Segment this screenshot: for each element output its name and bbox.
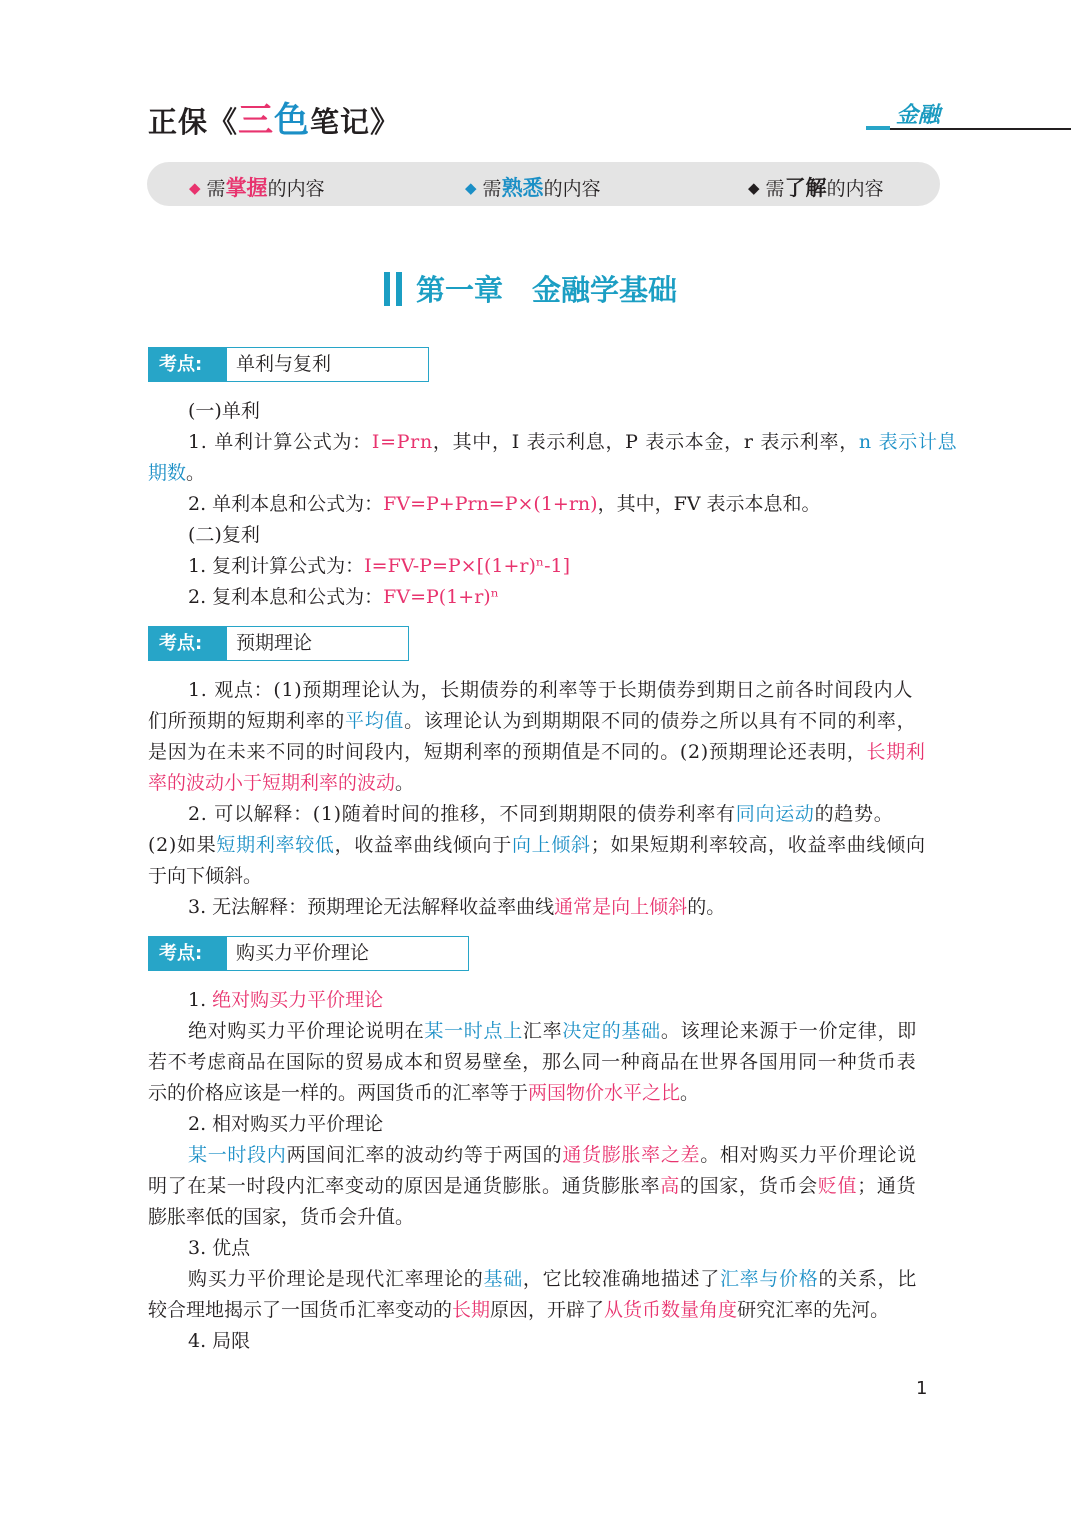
section-label: 考点:: [148, 347, 226, 382]
paragraph-line: (2)如果短期利率较低，收益率曲线倾向于向上倾斜；如果短期利率较高，收益率曲线倾向: [148, 834, 926, 856]
page-number: 1: [916, 1378, 928, 1399]
paragraph-line: 2. 单利本息和公式为：FV=P+Prn=P×(1+rn)，其中，FV 表示本息和。: [188, 493, 821, 515]
paragraph-line: 率的波动小于短期利率的波动。: [148, 772, 415, 794]
paragraph-line: 们所预期的短期利率的平均值。该理论认为到期期限不同的债券之所以具有不同的利率，: [148, 710, 917, 732]
subheading: 2. 相对购买力平价理论: [188, 1113, 384, 1135]
paragraph-line: 2. 可以解释：(1)随着时间的推移，不同到期期限的债券利率有同向运动的趋势。: [188, 803, 894, 825]
subheading: 3. 优点: [188, 1237, 251, 1259]
paragraph-line: 购买力平价理论是现代汇率理论的基础，它比较准确地描述了汇率与价格的关系，比: [188, 1268, 917, 1290]
paragraph-line: 若不考虑商品在国际的贸易成本和贸易壁垒，那么同一种商品在世界各国用同一种货币表: [148, 1051, 917, 1073]
paragraph-line: 较合理地揭示了一国货币汇率变动的长期原因，开辟了从货币数量角度研究汇率的先河。: [148, 1299, 890, 1321]
header-rule: [866, 128, 1071, 130]
paragraph-line: 3. 无法解释：预期理论无法解释收益率曲线通常是向上倾斜的。: [188, 896, 726, 918]
legend-understand: ◆ 需了解的内容: [748, 176, 884, 200]
paragraph-line: 是因为在未来不同的时间段内，短期利率的预期值是不同的。(2)预期理论还表明，长期利: [148, 741, 926, 763]
paragraph-line: 1. 观点：(1)预期理论认为，长期债券的利率等于长期债券到期日之前各时间段内人: [188, 679, 914, 701]
book-title: 正保《三色笔记》: [148, 101, 401, 141]
section-name: 购买力平价理论: [226, 936, 469, 971]
legend-master: ◆ 需掌握的内容: [189, 176, 325, 200]
subheading: 1. 绝对购买力平价理论: [188, 989, 384, 1011]
paragraph-line: 期数。: [148, 462, 206, 484]
legend-bar: [147, 162, 940, 206]
paragraph-line: 膨胀率低的国家，货币会升值。: [148, 1206, 415, 1228]
section-label: 考点:: [148, 626, 226, 661]
chapter-bar-icon: [396, 272, 402, 306]
section-name: 单利与复利: [226, 347, 429, 382]
paragraph-line: 1. 复利计算公式为：I=FV-P=P×[(1+r)ⁿ-1]: [188, 555, 571, 577]
chapter-bar-icon: [384, 272, 390, 306]
diamond-icon: ◆: [465, 179, 477, 197]
section-name: 预期理论: [226, 626, 409, 661]
diamond-icon: ◆: [189, 179, 201, 197]
legend-familiar: ◆ 需熟悉的内容: [465, 176, 601, 200]
title-se-char: 色: [274, 101, 311, 141]
paragraph-line: 示的价格应该是一样的。两国货币的汇率等于两国物价水平之比。: [148, 1082, 700, 1104]
paragraph-line: 绝对购买力平价理论说明在某一时点上汇率决定的基础。该理论来源于一价定律，即: [188, 1020, 917, 1042]
subheading: (一)单利: [188, 400, 260, 422]
paragraph-line: 2. 复利本息和公式为：FV=P(1+r)ⁿ: [188, 586, 499, 608]
section-label: 考点:: [148, 936, 226, 971]
header-rule-accent: [866, 126, 890, 130]
paragraph-line: 1. 单利计算公式为：I=Prn，其中，I 表示利息，P 表示本金，r 表示利率，n 表示计息: [188, 431, 958, 453]
paragraph-line: 某一时段内两国间汇率的波动约等于两国的通货膨胀率之差。相对购买力平价理论说: [188, 1144, 917, 1166]
subheading: 4. 局限: [188, 1330, 251, 1352]
paragraph-line: 于向下倾斜。: [148, 865, 263, 887]
diamond-icon: ◆: [748, 179, 760, 197]
subject-label: 金融: [896, 103, 941, 128]
title-san-char: 三: [238, 101, 275, 141]
paragraph-line: 明了在某一时段内汇率变动的原因是通货膨胀。通货膨胀率高的国家，货币会贬值；通货: [148, 1175, 917, 1197]
subheading: (二)复利: [188, 524, 260, 546]
